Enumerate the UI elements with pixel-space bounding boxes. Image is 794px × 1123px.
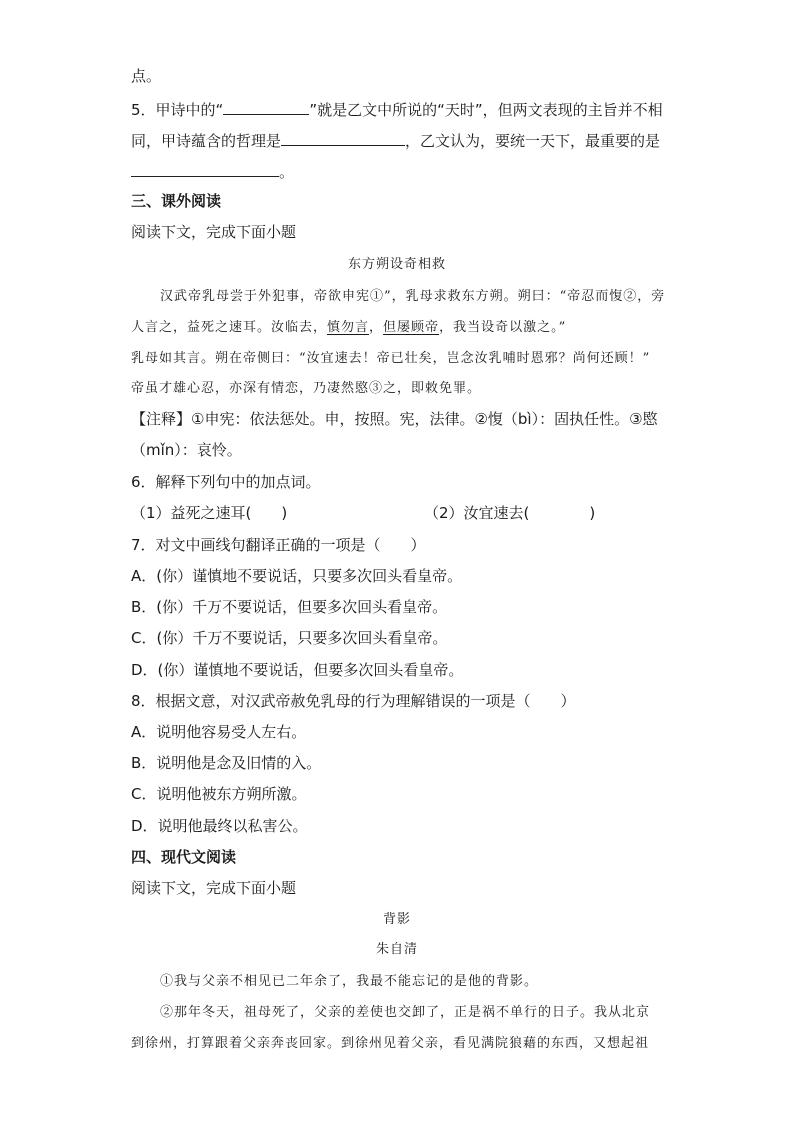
passage-line: ①我与父亲不相见已二年余了，我最不能忘记的是他的背影。 bbox=[160, 974, 539, 989]
question-5-line-2: 同，甲诗蕴含的哲理是 ，乙文认为，要统一天下，最重要的是 bbox=[131, 129, 660, 151]
question-5-line-3: 。 bbox=[131, 160, 294, 182]
question-6-item-2: （2）汝宜速去( ) bbox=[424, 504, 596, 522]
annotation: （mǐn）：哀怜。 bbox=[131, 441, 242, 459]
option-b[interactable]: B．说明他是念及旧情的入。 bbox=[131, 754, 322, 772]
underlined-phrase: 慎勿言 bbox=[327, 320, 370, 335]
question-8: 8．根据文意，对汉武帝赦免乳母的行为理解错误的一项是（ ） bbox=[131, 692, 576, 710]
text-line: 点。 bbox=[131, 67, 162, 85]
question-6: 6．解释下列句中的加点词。 bbox=[131, 473, 321, 491]
passage-line: 人言之，益死之速耳。汝临去，慎勿言，但屡顾帝，我当设奇以激之。” bbox=[131, 320, 567, 335]
annotation: 【注释】①申宪：依法惩处。申，按照。宪，法律。②愎（bì）：固执任性。③愍 bbox=[131, 410, 658, 428]
option-c[interactable]: C．(你）千万不要说话，只要多次回头看皇帝。 bbox=[131, 629, 448, 647]
question-5-line-1: 5．甲诗中的“ ”就是乙文中所说的“天时”，但两文表现的主旨并不相 bbox=[131, 98, 663, 120]
answer-blank[interactable] bbox=[223, 98, 309, 115]
option-a[interactable]: A．(你）谨慎地不要说话，只要多次回头看皇帝。 bbox=[131, 567, 463, 585]
section-heading: 三、课外阅读 bbox=[131, 192, 222, 210]
option-b[interactable]: B．(你）千万不要说话，但要多次回头看皇帝。 bbox=[131, 598, 448, 616]
option-d[interactable]: D．说明他最终以私害公。 bbox=[131, 817, 308, 835]
section-intro: 阅读下文，完成下面小题 bbox=[131, 223, 297, 241]
question-6-item-1: （1）益死之速耳( ) bbox=[131, 504, 288, 522]
section-intro: 阅读下文，完成下面小题 bbox=[131, 879, 297, 897]
question-7: 7．对文中画线句翻译正确的一项是（ ） bbox=[131, 536, 426, 554]
passage-line: 乳母如其言。朔在帝侧曰：“汝宜速去！帝已壮矣，岂念汝乳哺时恩邪？尚何还顾！” bbox=[131, 351, 651, 366]
passage-title: 背影 bbox=[382, 912, 411, 927]
passage-author: 朱自清 bbox=[375, 942, 418, 957]
passage-line: ②那年冬天，祖母死了，父亲的差使也交卸了，正是祸不单行的日子。我从北京 bbox=[160, 1005, 651, 1020]
option-a[interactable]: A．说明他容易受人左右。 bbox=[131, 723, 307, 741]
answer-blank[interactable] bbox=[131, 160, 279, 177]
passage-line: 帝虽才雄心忍，亦深有情恋，乃凄然愍③之，即敕免罪。 bbox=[131, 381, 482, 396]
underlined-phrase: 但屡顾帝 bbox=[383, 320, 440, 335]
option-d[interactable]: D．(你）谨慎地不要说话，但要多次回头看皇帝。 bbox=[131, 661, 464, 679]
passage-line: 汉武帝乳母尝于外犯事，帝欲申宪①”，乳母求救东方朔。朔曰：“帝忍而愎②，旁 bbox=[160, 289, 666, 304]
option-c[interactable]: C．说明他被东方朔所激。 bbox=[131, 785, 307, 803]
passage-line: 到徐州，打算跟着父亲奔丧回家。到徐州见着父亲，看见满院狼藉的东西，又想起祖 bbox=[131, 1036, 650, 1051]
section-heading: 四、现代文阅读 bbox=[131, 848, 237, 866]
answer-blank[interactable] bbox=[281, 129, 405, 146]
passage-title: 东方朔设奇相救 bbox=[347, 257, 446, 272]
